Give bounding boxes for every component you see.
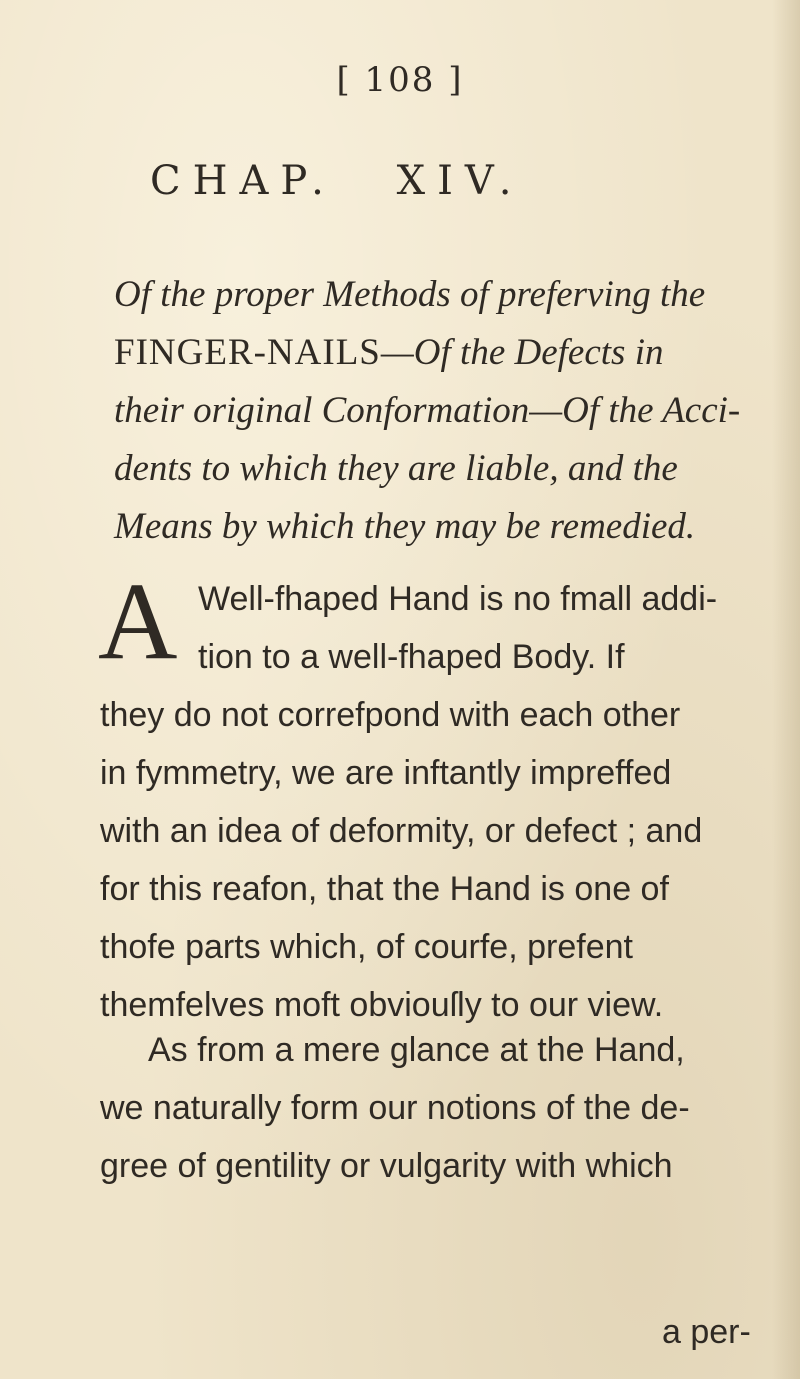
title-caps: FINGER-NAILS	[114, 332, 381, 373]
drop-cap: A	[98, 560, 178, 682]
paragraph-2	[100, 1021, 755, 1195]
text-line: in fymmetry, we are inftantly impreffed	[100, 754, 672, 792]
title-line: their original Conformation—Of the Acci-	[114, 390, 741, 431]
chapter-number: XIV.	[396, 158, 524, 204]
chapter-title	[114, 266, 754, 556]
page-edge-shadow	[772, 0, 800, 1379]
chapter-label: CHAP.	[150, 158, 336, 204]
page-number: [ 108 ]	[336, 60, 464, 100]
text-line: As from a mere glance at the Hand,	[148, 1031, 685, 1069]
text-line: they do not correfpond with each other	[100, 696, 681, 734]
text-line: we naturally form our notions of the de-	[100, 1089, 690, 1127]
paragraph-1	[100, 570, 755, 1034]
title-segment: —Of the Defects in	[380, 332, 664, 373]
title-line: dents to which they are liable, and the	[114, 448, 678, 489]
text-line: with an idea of deformity, or defect ; and	[100, 812, 703, 850]
text-line: thofe parts which, of courfe, prefent	[100, 928, 633, 966]
chapter-heading	[150, 158, 710, 204]
text-line: tion to a well-fhaped Body. If	[198, 638, 625, 676]
text-line: themfelves moft obviouſly to our view.	[100, 986, 664, 1024]
text-line: for this reafon, that the Hand is one of	[100, 870, 669, 908]
text-line: Well-fhaped Hand is no fmall addi-	[198, 580, 718, 618]
catchword: a per-	[662, 1313, 751, 1351]
text-line: gree of gentility or vulgarity with which	[100, 1147, 673, 1185]
title-line	[114, 324, 754, 382]
title-line: Means by which they may be remedied.	[114, 506, 696, 547]
title-line: Of the proper Methods of preferving the	[114, 274, 706, 315]
